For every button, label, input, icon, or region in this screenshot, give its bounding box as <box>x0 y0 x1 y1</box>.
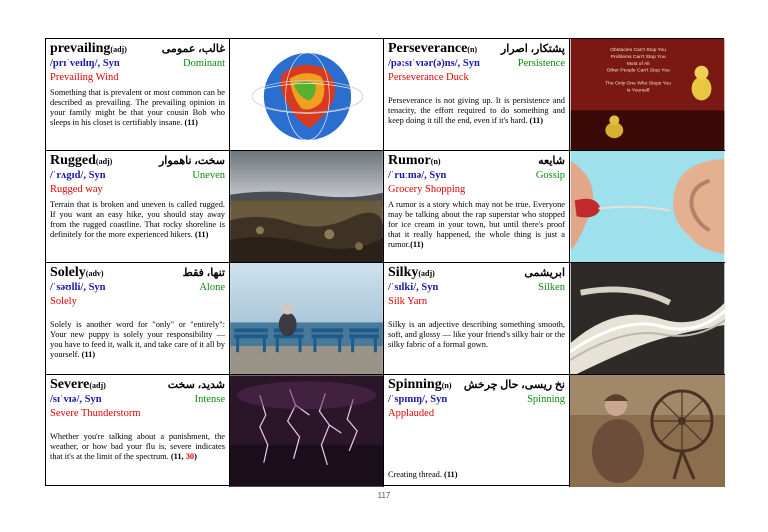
entry-definition: Solely is another word for "only" or "entirely": Your new puppy is solely your responsibility — you have to feed it, walk it, and take care of it all by yourself. (11) <box>50 320 225 359</box>
entry-silky: Silky(adj) ابریشمی /ˈsɪlki/, Syn Silken Silk Yarn Silky is an adjective describing something smooth, soft, and glossy — like your friend's silky hair or the silky fabric of a formal gown. <box>384 263 570 375</box>
entry-ipa: /prɪˈveɪlɪŋ/ <box>50 58 98 69</box>
svg-text:Problems Can't Stop You: Problems Can't Stop You <box>610 54 666 60</box>
entry-definition: Terrain that is broken and uneven is called rugged. If you want an easy hike, you should stay away from the rugged coastline. That rocky shoreline is definitely for the more experienced hikers. (11) <box>50 200 225 239</box>
entry-example: Prevailing Wind <box>50 72 119 83</box>
entry-prevailing: prevailing(adj) غالب، عمومی /prɪˈveɪlɪŋ/, Syn Dominant Prevailing Wind Something that is prevalent or most common can be described as prevailing. The prevailing opinion in your family might be that your cousin Bob who sleeps in his closet is certifiably insane. (11) <box>46 39 230 151</box>
entry-spinning: Spinning(n) نخ ریسی، حال چرخش /ˈspɪnɪŋ/, Syn Spinning Applauded Creating thread. (11) <box>384 375 570 487</box>
duckling-icon <box>570 39 725 150</box>
entry-definition: Whether you're talking about a punishment, the weather, or how bad your flu is, severe indicates that it's at the limit of the spectrum. (11, 30) <box>50 432 225 461</box>
ear-icon <box>570 151 725 262</box>
entry-definition: Silky is an adjective describing something smooth, soft, and glossy — like your friend's silky hair or the silky fabric of a formal gown. <box>388 320 565 349</box>
ducklings-image <box>570 39 725 151</box>
globe-icon <box>230 39 383 150</box>
lightning-image <box>230 375 384 487</box>
page-number: 117 <box>377 491 391 500</box>
vocabulary-table <box>45 38 724 486</box>
entry-rumor: Rumor(n) شایعه /ˈruːmə/, Syn Gossip Grocery Shopping A rumor is a story which may not be true. Everyone may be talking about the rap superstar who stopped for ice cream in your town, but until there's proof that it really happened, the whole thing is just a rumor.(11) <box>384 151 570 263</box>
entry-solely: Solely(adv) تنها، فقط /ˈsəʊlli/, Syn Alone Solely Solely is another word for "only" or "entirely": Your new puppy is solely your responsibility — you have to feed it, walk it, and take care of it all by yourself. (11) <box>46 263 230 375</box>
whisper-image <box>570 151 725 263</box>
silk-image <box>570 263 725 375</box>
entry-definition: Perseverance is not giving up. It is persistence and tenacity, the effort required to do something and keep doing it till the end, even if it's hard. (11) <box>388 96 565 125</box>
svg-text:Other People Can't Stop You: Other People Can't Stop You <box>606 68 670 74</box>
bench-image <box>230 263 384 375</box>
spinning-wheel-icon <box>570 375 725 487</box>
lightning-icon <box>230 375 383 487</box>
entry-persian: غالب، عمومی <box>161 43 225 55</box>
entry-synonym: Dominant <box>183 58 225 69</box>
entry-word: prevailing <box>50 41 111 56</box>
entry-definition: A rumor is a story which may not be true. Everyone may be talking about the rap superstar who stopped for ice cream in your town, but until there's proof that it really happened, the whole thing is just a rumor.(11) <box>388 200 565 249</box>
svg-text:Most of All: Most of All <box>626 61 650 67</box>
bench-icon <box>230 263 383 374</box>
svg-text:Is Yourself: Is Yourself <box>626 88 650 94</box>
entry-rugged: Rugged(adj) سخت، ناهموار /ˈrʌgɪd/, Syn Uneven Rugged way Terrain that is broken and uneven is called rugged. If you want an easy hike, you should stay away from the rugged coastline. That rocky shoreline is definitely for the more experienced hikers. (11) <box>46 151 230 263</box>
entry-pos: (adj) <box>110 45 127 54</box>
globe-image <box>230 39 384 151</box>
entry-definition: Something that is prevalent or most common can be described as prevailing. The prevailing opinion in your family might be that your cousin Bob who sleeps in his closet is certifiably insane. (11) <box>50 88 225 127</box>
svg-text:Obstacles Can't Stop You: Obstacles Can't Stop You <box>610 47 667 53</box>
entry-perseverance: Perseverance(n) پشتکار، اصرار /pə:sɪˈvɪər(ə)ns/, Syn Persistence Perseverance Duck Perseverance is not giving up. It is persistence and tenacity, the effort required to do something and keep doing it till the end, even if it's hard. (11) <box>384 39 570 151</box>
entry-definition: Creating thread. (11) <box>388 470 458 479</box>
spinning-wheel-image <box>570 375 725 487</box>
entry-severe: Severe(adj) شدید، سخت /sɪˈvɪə/, Syn Intense Severe Thunderstorm Whether you're talking about a punishment, the weather, or how bad your flu is, severe indicates that it's at the limit of the spectrum. (11, 30) <box>46 375 230 487</box>
yarn-icon <box>570 263 725 374</box>
svg-text:The Only One Who Stops You: The Only One Who Stops You <box>605 81 672 87</box>
terrain-image <box>230 151 384 263</box>
terrain-icon <box>230 151 383 262</box>
